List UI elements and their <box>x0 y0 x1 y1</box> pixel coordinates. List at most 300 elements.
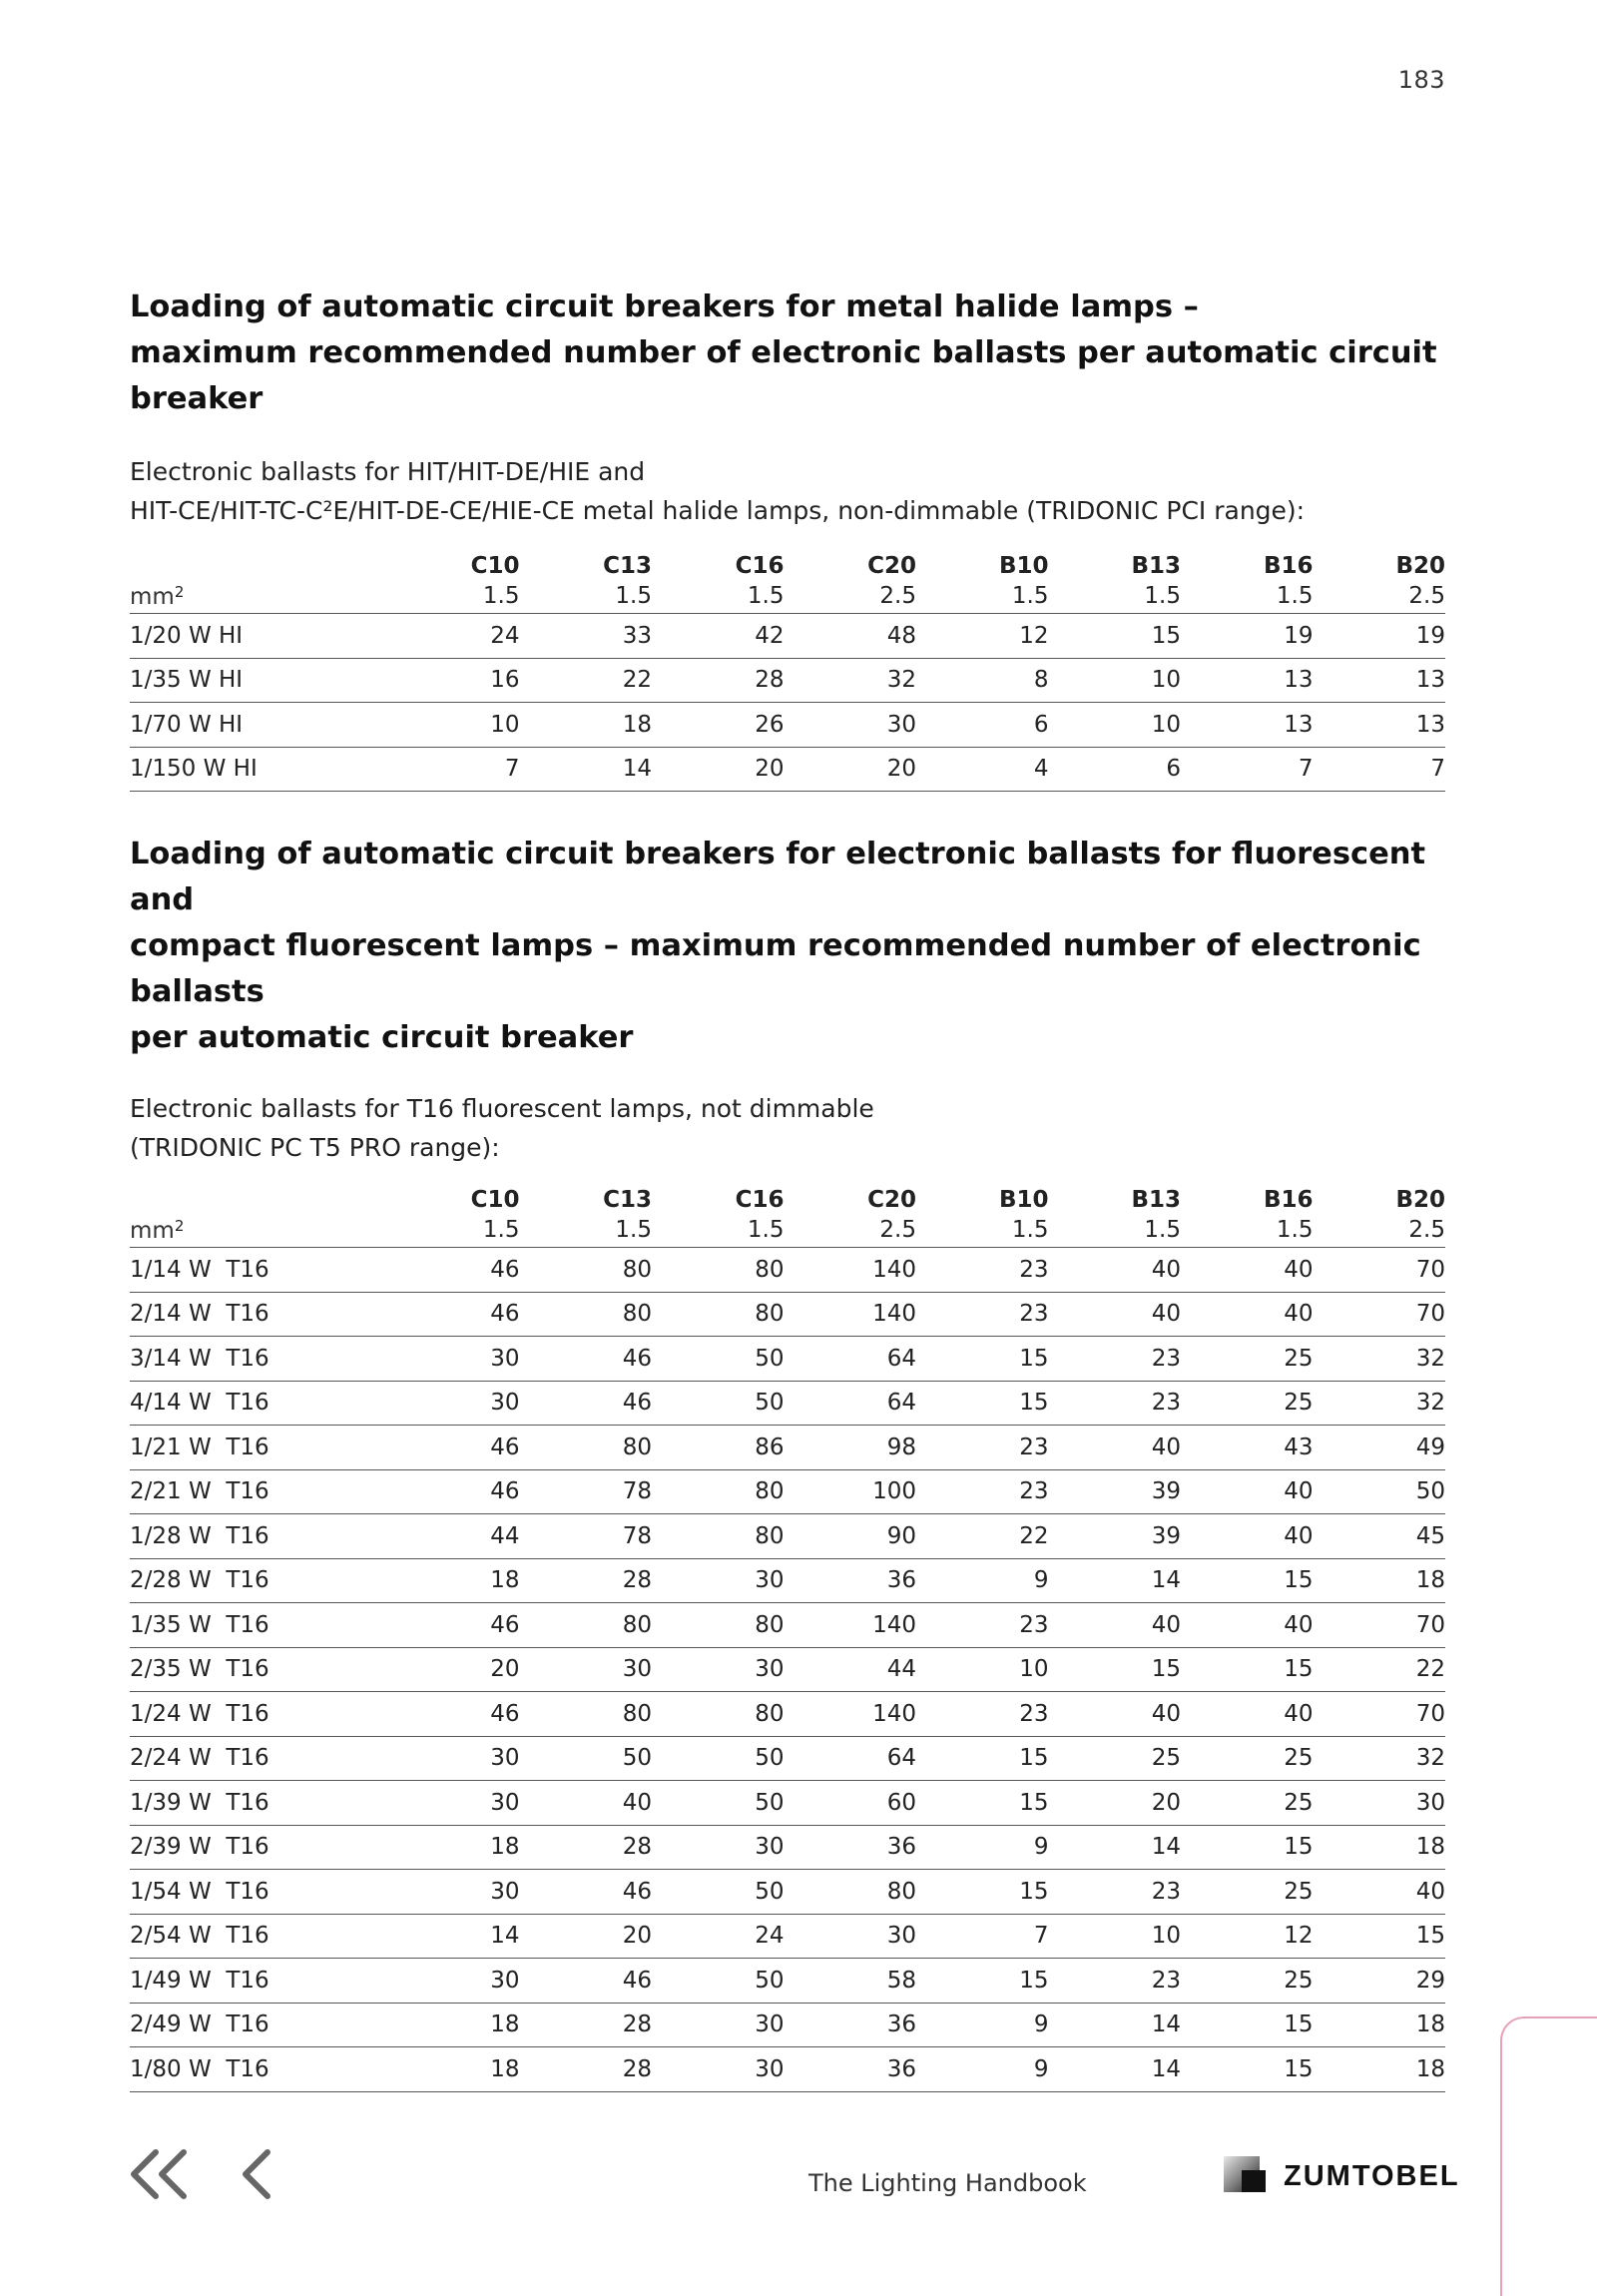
ballast-count-cell: 28 <box>520 1558 653 1603</box>
ballast-count-cell: 13 <box>1181 703 1314 748</box>
ballast-count-cell: 12 <box>916 614 1049 659</box>
ballast-count-cell: 7 <box>1181 747 1314 792</box>
lamp-label: 1/35 W HI <box>130 658 387 703</box>
ballast-count-cell: 45 <box>1314 1514 1446 1559</box>
cross-section-value: 1.5 <box>387 579 520 614</box>
ballast-count-cell: 80 <box>652 1514 785 1559</box>
ballast-count-cell: 23 <box>1049 1381 1182 1426</box>
ballast-count-cell: 29 <box>1314 1959 1446 2004</box>
ballast-count-cell: 13 <box>1314 658 1446 703</box>
unit-text: mm <box>130 1217 175 1244</box>
ballast-count-cell: 80 <box>652 1469 785 1514</box>
ballast-count-cell: 32 <box>1314 1736 1446 1781</box>
ballast-count-cell: 46 <box>387 1692 520 1737</box>
table-row <box>130 1469 1445 1514</box>
section-title <box>130 285 1445 422</box>
ballast-count-cell: 15 <box>916 1959 1049 2004</box>
ballast-count-cell: 48 <box>785 614 917 659</box>
title-line: Loading of automatic circuit breakers for electronic ballasts for fluorescent and <box>130 837 1426 917</box>
ballast-count-cell: 25 <box>1049 1736 1182 1781</box>
ballast-count-cell: 18 <box>387 2047 520 2092</box>
ballast-count-cell: 50 <box>652 1381 785 1426</box>
ballast-count-cell: 46 <box>520 1959 653 2004</box>
lamp-label: 1/70 W HI <box>130 703 387 748</box>
ballast-count-cell: 78 <box>520 1514 653 1559</box>
ballast-count-cell: 28 <box>520 2003 653 2047</box>
corner-tab <box>1500 2016 1597 2296</box>
ballast-count-cell: 40 <box>1049 1426 1182 1470</box>
cross-section-value: 2.5 <box>785 579 917 614</box>
ballast-count-cell: 9 <box>916 2047 1049 2092</box>
ballast-count-cell: 50 <box>652 1959 785 2004</box>
ballast-count-cell: 40 <box>520 1781 653 1826</box>
ballast-count-cell: 25 <box>1181 1381 1314 1426</box>
lamp-label: 1/21 W T16 <box>130 1426 387 1470</box>
section-title <box>130 832 1445 1061</box>
ballast-count-cell: 15 <box>1181 2003 1314 2047</box>
cross-section-value: 1.5 <box>652 579 785 614</box>
ballast-count-cell: 46 <box>387 1426 520 1470</box>
ballast-count-cell: 50 <box>652 1781 785 1826</box>
lamp-label: 2/35 W T16 <box>130 1647 387 1692</box>
ballast-count-cell: 13 <box>1314 703 1446 748</box>
ballast-count-cell: 15 <box>1049 614 1182 659</box>
table-row <box>130 658 1445 703</box>
unit-text: mm <box>130 583 175 610</box>
cross-section-value: 2.5 <box>785 1213 917 1248</box>
breaker-type-header: B10 <box>998 553 1049 579</box>
ballast-count-cell: 64 <box>785 1736 917 1781</box>
cross-section-value: 1.5 <box>1049 1213 1182 1248</box>
ballast-count-cell: 10 <box>1049 1914 1182 1959</box>
ballast-count-cell: 10 <box>1049 658 1182 703</box>
ballast-count-cell: 18 <box>387 1825 520 1870</box>
breaker-type-header: C10 <box>470 553 520 579</box>
cross-section-value: 2.5 <box>1314 1213 1446 1248</box>
ballast-count-cell: 30 <box>387 1337 520 1382</box>
ballast-count-cell: 6 <box>916 703 1049 748</box>
lamp-label: 2/28 W T16 <box>130 1558 387 1603</box>
ballast-count-cell: 80 <box>520 1603 653 1648</box>
ballast-count-cell: 36 <box>785 1825 917 1870</box>
lamp-label: 2/21 W T16 <box>130 1469 387 1514</box>
ballast-count-cell: 23 <box>916 1292 1049 1337</box>
ballast-count-cell: 24 <box>387 614 520 659</box>
ballast-count-cell: 42 <box>652 614 785 659</box>
ballast-count-cell: 15 <box>916 1870 1049 1915</box>
ballast-count-cell: 15 <box>1314 1914 1446 1959</box>
ballast-count-cell: 30 <box>785 703 917 748</box>
ballast-count-cell: 15 <box>1049 1647 1182 1692</box>
ballast-count-cell: 18 <box>1314 1825 1446 1870</box>
ballast-count-cell: 23 <box>916 1248 1049 1293</box>
ballast-count-cell: 86 <box>652 1426 785 1470</box>
ballast-count-cell: 49 <box>1314 1426 1446 1470</box>
ballast-count-cell: 80 <box>520 1248 653 1293</box>
cross-section-value: 1.5 <box>1049 579 1182 614</box>
lamp-label: 1/20 W HI <box>130 614 387 659</box>
ballast-count-cell: 50 <box>652 1337 785 1382</box>
table-row <box>130 1736 1445 1781</box>
breaker-type-header: C13 <box>603 553 652 579</box>
cross-section-value: 1.5 <box>916 579 1049 614</box>
ballast-count-cell: 30 <box>652 1647 785 1692</box>
ballast-count-cell: 44 <box>785 1647 917 1692</box>
breaker-type-header: B10 <box>998 1187 1049 1213</box>
ballast-count-cell: 16 <box>387 658 520 703</box>
ballast-count-cell: 30 <box>387 1959 520 2004</box>
title-line: Loading of automatic circuit breakers for metal halide lamps – <box>130 289 1199 324</box>
cross-section-unit-label <box>130 579 387 614</box>
ballast-count-cell: 80 <box>652 1603 785 1648</box>
ballast-count-cell: 25 <box>1181 1959 1314 2004</box>
header-blank-cell <box>130 1177 387 1213</box>
ballast-count-cell: 28 <box>652 658 785 703</box>
ballast-count-cell: 14 <box>1049 2047 1182 2092</box>
cross-section-header-row <box>130 579 1445 614</box>
ballast-count-cell: 15 <box>1181 1647 1314 1692</box>
cross-section-unit-label <box>130 1213 387 1248</box>
ballast-count-cell: 26 <box>652 703 785 748</box>
breaker-type-header: C20 <box>867 553 916 579</box>
lamp-label: 1/14 W T16 <box>130 1248 387 1293</box>
breaker-type-header-row <box>130 1177 1445 1213</box>
unit-superscript: 2 <box>174 582 185 601</box>
ballast-count-cell: 15 <box>916 1381 1049 1426</box>
title-line: compact fluorescent lamps – maximum recommended number of electronic ballasts <box>130 928 1421 1009</box>
ballast-count-cell: 14 <box>1049 1825 1182 1870</box>
ballast-count-cell: 140 <box>785 1292 917 1337</box>
table-row <box>130 1248 1445 1293</box>
ballast-count-cell: 46 <box>520 1381 653 1426</box>
table-row <box>130 614 1445 659</box>
ballast-count-cell: 46 <box>387 1292 520 1337</box>
ballast-count-cell: 18 <box>1314 2003 1446 2047</box>
breaker-type-header: C16 <box>735 1187 785 1213</box>
ballast-count-cell: 40 <box>1181 1514 1314 1559</box>
table-row <box>130 1914 1445 1959</box>
ballast-count-cell: 90 <box>785 1514 917 1559</box>
unit-superscript: 2 <box>174 1216 185 1235</box>
ballast-count-cell: 64 <box>785 1381 917 1426</box>
header-blank-cell <box>130 543 387 579</box>
ballast-count-cell: 24 <box>652 1914 785 1959</box>
ballast-count-cell: 58 <box>785 1959 917 2004</box>
ballast-count-cell: 7 <box>916 1914 1049 1959</box>
ballast-count-cell: 80 <box>520 1426 653 1470</box>
ballast-count-cell: 80 <box>652 1692 785 1737</box>
intro-line: HIT-CE/HIT-TC-C²E/HIT-DE-CE/HIE-CE metal halide lamps, non-dimmable (TRIDONIC PCI range): <box>130 496 1306 525</box>
table-row <box>130 2003 1445 2047</box>
cross-section-value: 2.5 <box>1314 579 1446 614</box>
ballast-count-cell: 30 <box>785 1914 917 1959</box>
metal-halide-breaker-table <box>130 543 1445 792</box>
ballast-count-cell: 19 <box>1314 614 1446 659</box>
breaker-type-header-row <box>130 543 1445 579</box>
ballast-count-cell: 50 <box>652 1870 785 1915</box>
intro-line: Electronic ballasts for HIT/HIT-DE/HIE and <box>130 457 646 486</box>
ballast-count-cell: 20 <box>520 1914 653 1959</box>
previous-page-button[interactable] <box>238 2146 277 2202</box>
ballast-count-cell: 32 <box>1314 1337 1446 1382</box>
fluorescent-breaker-table <box>130 1177 1445 2092</box>
ballast-count-cell: 40 <box>1181 1603 1314 1648</box>
ballast-count-cell: 40 <box>1049 1248 1182 1293</box>
table-row <box>130 1337 1445 1382</box>
lamp-label: 1/49 W T16 <box>130 1959 387 2004</box>
ballast-count-cell: 80 <box>520 1292 653 1337</box>
lamp-label: 1/35 W T16 <box>130 1603 387 1648</box>
ballast-count-cell: 14 <box>520 747 653 792</box>
ballast-count-cell: 40 <box>1181 1292 1314 1337</box>
title-line: per automatic circuit breaker <box>130 1020 634 1055</box>
ballast-count-cell: 44 <box>387 1514 520 1559</box>
table-row <box>130 1292 1445 1337</box>
section-metal-halide <box>130 285 1445 792</box>
ballast-count-cell: 23 <box>1049 1870 1182 1915</box>
cross-section-value: 1.5 <box>652 1213 785 1248</box>
ballast-count-cell: 70 <box>1314 1292 1446 1337</box>
section-intro <box>130 1089 1445 1167</box>
cross-section-value: 1.5 <box>1181 1213 1314 1248</box>
ballast-count-cell: 80 <box>520 1692 653 1737</box>
section-intro <box>130 452 1445 530</box>
ballast-count-cell: 30 <box>652 2047 785 2092</box>
lamp-label: 1/24 W T16 <box>130 1692 387 1737</box>
ballast-count-cell: 40 <box>1314 1870 1446 1915</box>
breaker-type-header: B13 <box>1131 553 1181 579</box>
ballast-count-cell: 15 <box>1181 1558 1314 1603</box>
cross-section-value: 1.5 <box>520 579 653 614</box>
ballast-count-cell: 32 <box>785 658 917 703</box>
ballast-count-cell: 50 <box>1314 1469 1446 1514</box>
double-chevron-left-icon <box>126 2146 190 2202</box>
cross-section-value: 1.5 <box>1181 579 1314 614</box>
ballast-count-cell: 25 <box>1181 1870 1314 1915</box>
chevron-left-icon <box>238 2146 277 2202</box>
ballast-count-cell: 30 <box>387 1736 520 1781</box>
ballast-count-cell: 36 <box>785 2003 917 2047</box>
ballast-count-cell: 15 <box>916 1781 1049 1826</box>
ballast-count-cell: 10 <box>1049 703 1182 748</box>
ballast-count-cell: 60 <box>785 1781 917 1826</box>
breaker-type-header: C13 <box>603 1187 652 1213</box>
ballast-count-cell: 25 <box>1181 1781 1314 1826</box>
table-row <box>130 1825 1445 1870</box>
ballast-count-cell: 14 <box>387 1914 520 1959</box>
ballast-count-cell: 46 <box>520 1870 653 1915</box>
breaker-type-header: B13 <box>1131 1187 1181 1213</box>
ballast-count-cell: 28 <box>520 1825 653 1870</box>
ballast-count-cell: 18 <box>520 703 653 748</box>
lamp-label: 2/49 W T16 <box>130 2003 387 2047</box>
cross-section-header-row <box>130 1213 1445 1248</box>
ballast-count-cell: 40 <box>1181 1248 1314 1293</box>
ballast-count-cell: 100 <box>785 1469 917 1514</box>
ballast-count-cell: 46 <box>387 1248 520 1293</box>
ballast-count-cell: 10 <box>916 1647 1049 1692</box>
table-row <box>130 1692 1445 1737</box>
ballast-count-cell: 140 <box>785 1603 917 1648</box>
ballast-count-cell: 46 <box>387 1469 520 1514</box>
ballast-count-cell: 25 <box>1181 1736 1314 1781</box>
ballast-count-cell: 9 <box>916 1558 1049 1603</box>
table-row <box>130 1603 1445 1648</box>
ballast-count-cell: 30 <box>652 2003 785 2047</box>
lamp-label: 1/80 W T16 <box>130 2047 387 2092</box>
ballast-count-cell: 40 <box>1181 1692 1314 1737</box>
ballast-count-cell: 15 <box>916 1736 1049 1781</box>
ballast-count-cell: 30 <box>1314 1781 1446 1826</box>
ballast-count-cell: 20 <box>1049 1781 1182 1826</box>
ballast-count-cell: 9 <box>916 2003 1049 2047</box>
table-row <box>130 1558 1445 1603</box>
breaker-type-header: B16 <box>1263 553 1314 579</box>
intro-line: Electronic ballasts for T16 fluorescent lamps, not dimmable <box>130 1094 874 1123</box>
ballast-count-cell: 140 <box>785 1248 917 1293</box>
ballast-count-cell: 39 <box>1049 1469 1182 1514</box>
ballast-count-cell: 13 <box>1181 658 1314 703</box>
ballast-count-cell: 40 <box>1049 1692 1182 1737</box>
table-row <box>130 1514 1445 1559</box>
cross-section-value: 1.5 <box>916 1213 1049 1248</box>
lamp-label: 2/54 W T16 <box>130 1914 387 1959</box>
lamp-label: 1/150 W HI <box>130 747 387 792</box>
first-page-button[interactable] <box>126 2146 190 2202</box>
ballast-count-cell: 23 <box>1049 1959 1182 2004</box>
ballast-count-cell: 23 <box>916 1692 1049 1737</box>
ballast-count-cell: 25 <box>1181 1337 1314 1382</box>
ballast-count-cell: 12 <box>1181 1914 1314 1959</box>
lamp-label: 4/14 W T16 <box>130 1381 387 1426</box>
ballast-count-cell: 28 <box>520 2047 653 2092</box>
ballast-count-cell: 40 <box>1181 1469 1314 1514</box>
ballast-count-cell: 15 <box>1181 1825 1314 1870</box>
ballast-count-cell: 80 <box>785 1870 917 1915</box>
ballast-count-cell: 98 <box>785 1426 917 1470</box>
ballast-count-cell: 6 <box>1049 747 1182 792</box>
table-row <box>130 747 1445 792</box>
ballast-count-cell: 18 <box>387 1558 520 1603</box>
lamp-label: 3/14 W T16 <box>130 1337 387 1382</box>
footer-title: The Lighting Handbook <box>808 2169 1087 2197</box>
page-number: 183 <box>1397 66 1445 94</box>
lamp-label: 1/54 W T16 <box>130 1870 387 1915</box>
ballast-count-cell: 8 <box>916 658 1049 703</box>
ballast-count-cell: 14 <box>1049 1558 1182 1603</box>
table-row <box>130 703 1445 748</box>
intro-line: (TRIDONIC PC T5 PRO range): <box>130 1133 500 1162</box>
ballast-count-cell: 30 <box>387 1870 520 1915</box>
cross-section-value: 1.5 <box>520 1213 653 1248</box>
ballast-count-cell: 20 <box>387 1647 520 1692</box>
lamp-label: 2/39 W T16 <box>130 1825 387 1870</box>
ballast-count-cell: 30 <box>387 1381 520 1426</box>
breaker-type-header: C20 <box>867 1187 916 1213</box>
ballast-count-cell: 15 <box>1181 2047 1314 2092</box>
zumtobel-logo-mark <box>1224 2156 1266 2196</box>
table-row <box>130 1959 1445 2004</box>
breaker-type-header: C16 <box>735 553 785 579</box>
ballast-count-cell: 18 <box>1314 2047 1446 2092</box>
ballast-count-cell: 64 <box>785 1337 917 1382</box>
ballast-count-cell: 33 <box>520 614 653 659</box>
ballast-count-cell: 19 <box>1181 614 1314 659</box>
ballast-count-cell: 15 <box>916 1337 1049 1382</box>
ballast-count-cell: 140 <box>785 1692 917 1737</box>
ballast-count-cell: 39 <box>1049 1514 1182 1559</box>
table-row <box>130 2047 1445 2092</box>
ballast-count-cell: 40 <box>1049 1603 1182 1648</box>
breaker-type-header: B20 <box>1395 1187 1445 1213</box>
table-row <box>130 1426 1445 1470</box>
table-row <box>130 1647 1445 1692</box>
table-row <box>130 1870 1445 1915</box>
brand-name: ZUMTOBEL <box>1284 2160 1460 2192</box>
section-fluorescent <box>130 832 1445 2092</box>
ballast-count-cell: 80 <box>652 1292 785 1337</box>
ballast-count-cell: 46 <box>387 1603 520 1648</box>
lamp-label: 1/39 W T16 <box>130 1781 387 1826</box>
ballast-count-cell: 18 <box>1314 1558 1446 1603</box>
ballast-count-cell: 9 <box>916 1825 1049 1870</box>
ballast-count-cell: 46 <box>520 1337 653 1382</box>
lamp-label: 2/14 W T16 <box>130 1292 387 1337</box>
ballast-count-cell: 22 <box>520 658 653 703</box>
ballast-count-cell: 23 <box>916 1603 1049 1648</box>
ballast-count-cell: 30 <box>520 1647 653 1692</box>
ballast-count-cell: 80 <box>652 1248 785 1293</box>
ballast-count-cell: 78 <box>520 1469 653 1514</box>
ballast-count-cell: 40 <box>1049 1292 1182 1337</box>
ballast-count-cell: 30 <box>387 1781 520 1826</box>
ballast-count-cell: 30 <box>652 1558 785 1603</box>
title-line: maximum recommended number of electronic ballasts per automatic circuit breaker <box>130 335 1437 416</box>
ballast-count-cell: 20 <box>785 747 917 792</box>
breaker-type-header: B16 <box>1263 1187 1314 1213</box>
ballast-count-cell: 22 <box>916 1514 1049 1559</box>
ballast-count-cell: 18 <box>387 2003 520 2047</box>
table-row <box>130 1381 1445 1426</box>
ballast-count-cell: 32 <box>1314 1381 1446 1426</box>
ballast-count-cell: 36 <box>785 1558 917 1603</box>
ballast-count-cell: 70 <box>1314 1248 1446 1293</box>
table-row <box>130 1781 1445 1826</box>
ballast-count-cell: 30 <box>652 1825 785 1870</box>
ballast-count-cell: 43 <box>1181 1426 1314 1470</box>
breaker-type-header: B20 <box>1395 553 1445 579</box>
ballast-count-cell: 23 <box>916 1426 1049 1470</box>
lamp-label: 1/28 W T16 <box>130 1514 387 1559</box>
ballast-count-cell: 70 <box>1314 1692 1446 1737</box>
ballast-count-cell: 10 <box>387 703 520 748</box>
ballast-count-cell: 50 <box>520 1736 653 1781</box>
ballast-count-cell: 22 <box>1314 1647 1446 1692</box>
lamp-label: 2/24 W T16 <box>130 1736 387 1781</box>
ballast-count-cell: 7 <box>1314 747 1446 792</box>
ballast-count-cell: 36 <box>785 2047 917 2092</box>
ballast-count-cell: 14 <box>1049 2003 1182 2047</box>
ballast-count-cell: 4 <box>916 747 1049 792</box>
ballast-count-cell: 23 <box>1049 1337 1182 1382</box>
ballast-count-cell: 50 <box>652 1736 785 1781</box>
ballast-count-cell: 23 <box>916 1469 1049 1514</box>
ballast-count-cell: 20 <box>652 747 785 792</box>
cross-section-value: 1.5 <box>387 1213 520 1248</box>
breaker-type-header: C10 <box>470 1187 520 1213</box>
ballast-count-cell: 70 <box>1314 1603 1446 1648</box>
ballast-count-cell: 7 <box>387 747 520 792</box>
